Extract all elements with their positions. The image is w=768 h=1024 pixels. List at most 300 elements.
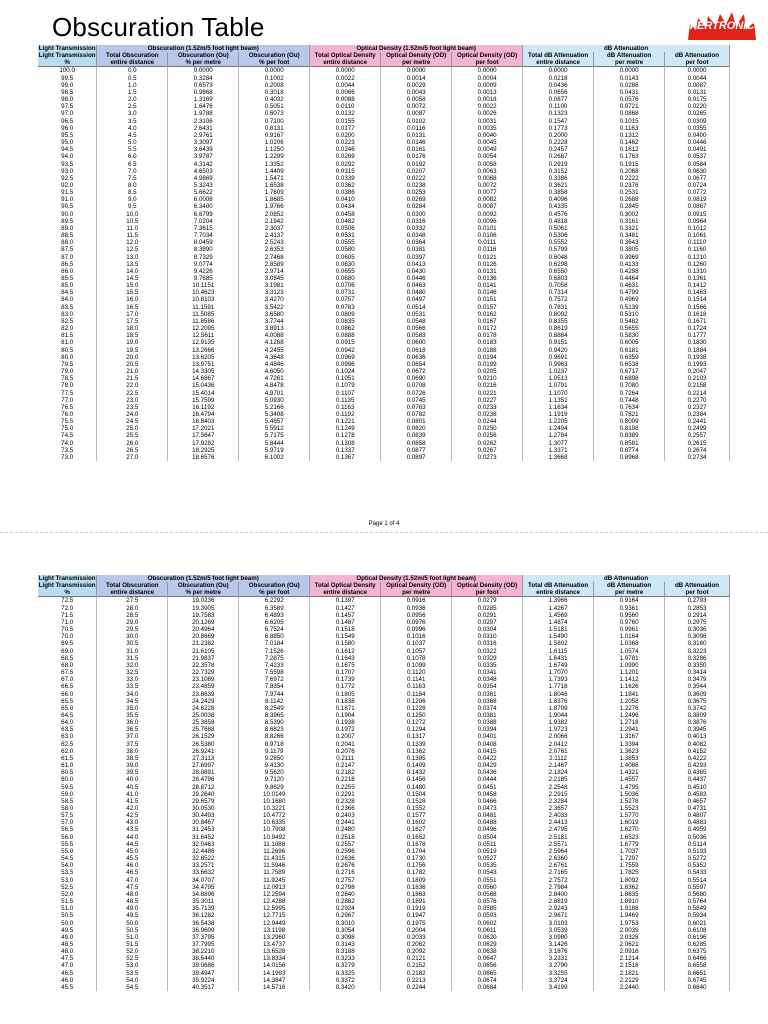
table-cell: 1.7559 xyxy=(594,862,665,869)
table-row xyxy=(38,103,730,110)
table-cell: 0.2924 xyxy=(310,905,381,912)
table-cell: 0.3805 xyxy=(594,246,665,253)
table-cell: 0.0684 xyxy=(452,984,523,991)
table-cell: 0.1163 xyxy=(310,404,381,411)
table-row xyxy=(38,332,730,339)
table-cell: 1.2276 xyxy=(594,705,665,712)
table-cell: 95.5 xyxy=(38,132,97,139)
table-cell: 10.5 xyxy=(97,218,168,225)
table-cell: 28.4796 xyxy=(168,776,239,783)
table-cell: 10.1680 xyxy=(239,798,310,805)
table-cell: 0.1612 xyxy=(310,648,381,655)
table-cell: 0.8131 xyxy=(239,125,310,132)
pertronic-logo xyxy=(686,10,758,42)
table-cell: 97.5 xyxy=(38,103,97,110)
table-cell: 0.4883 xyxy=(665,819,730,826)
table-row xyxy=(38,454,730,461)
table-cell: 11.1088 xyxy=(239,841,310,848)
table-cell: 0.0238 xyxy=(381,182,452,189)
table-cell: 11.8586 xyxy=(168,318,239,325)
table-cell: 35.0 xyxy=(97,705,168,712)
table-cell: 29.6579 xyxy=(168,798,239,805)
table-cell: 0.0585 xyxy=(452,905,523,912)
table-cell: 0.0877 xyxy=(523,96,594,103)
table-cell: 1.1351 xyxy=(523,397,594,404)
table-row xyxy=(38,397,730,404)
table-cell: 2.7468 xyxy=(239,254,310,261)
table-cell: 52.5 xyxy=(38,884,97,891)
table-cell: 81.5 xyxy=(38,332,97,339)
table-cell: 0.6375 xyxy=(665,948,730,955)
table-cell: 2.0852 xyxy=(239,211,310,218)
table-cell: 0.0488 xyxy=(452,819,523,826)
table-cell: 6.4893 xyxy=(239,612,310,619)
table-cell: 12.9135 xyxy=(168,339,239,346)
table-cell: 0.1015 xyxy=(594,118,665,125)
table-cell: 0.0401 xyxy=(452,733,523,740)
table-cell: 45.5 xyxy=(97,855,168,862)
table-cell: 0.1135 xyxy=(310,397,381,404)
table-cell: 0.5272 xyxy=(665,855,730,862)
table-cell: 11.9245 xyxy=(239,877,310,884)
table-cell: 0.0548 xyxy=(381,318,452,325)
table-cell: 15.7599 xyxy=(168,397,239,404)
table-cell: 6.0008 xyxy=(168,196,239,203)
table-cell: 74.5 xyxy=(38,432,97,439)
table-cell: 13.9751 xyxy=(168,361,239,368)
table-cell: 15.0436 xyxy=(168,382,239,389)
column-header-label: entire distance xyxy=(310,59,381,67)
table-cell: 10.0 xyxy=(97,211,168,218)
table-cell: 0.7100 xyxy=(239,118,310,125)
table-cell: 0.2041 xyxy=(310,741,381,748)
table-cell: 1.2718 xyxy=(594,719,665,726)
table-cell: 0.2596 xyxy=(310,848,381,855)
table-cell: 0.0721 xyxy=(594,103,665,110)
table-cell: 40.3517 xyxy=(168,984,239,991)
table-cell: 0.2147 xyxy=(310,762,381,769)
table-cell: 2.3657 xyxy=(523,805,594,812)
table-cell: 0.2327 xyxy=(665,404,730,411)
table-cell: 0.3036 xyxy=(665,626,730,633)
table-cell: 0.0629 xyxy=(452,941,523,948)
table-cell: 0.0504 xyxy=(452,834,523,841)
table-cell: 0.2975 xyxy=(665,619,730,626)
column-header-label: Light Transmission xyxy=(38,52,96,60)
table-cell: 0.7831 xyxy=(523,304,594,311)
table-cell: 69.5 xyxy=(38,640,97,647)
table-cell: 0.0446 xyxy=(381,275,452,282)
column-header-row-2 xyxy=(38,59,730,67)
table-row xyxy=(38,769,730,776)
table-cell: 0.4464 xyxy=(594,275,665,282)
table-row xyxy=(38,339,730,346)
table-cell: 28.8712 xyxy=(168,784,239,791)
table-cell: 1.5036 xyxy=(594,791,665,798)
table-cell: 0.0566 xyxy=(381,325,452,332)
table-cell: 0.0151 xyxy=(452,296,523,303)
table-page-2 xyxy=(38,575,730,991)
table-cell: 8.6823 xyxy=(239,726,310,733)
table-cell: 0.0535 xyxy=(452,862,523,869)
table-cell: 1.2784 xyxy=(523,432,594,439)
table-cell: 2.3106 xyxy=(168,118,239,125)
table-cell: 0.0636 xyxy=(381,354,452,361)
table-cell: 0.0116 xyxy=(381,125,452,132)
column-header-label: Total Optical Density xyxy=(310,582,381,589)
table-cell: 0.1549 xyxy=(310,633,381,640)
table-cell: 13.8334 xyxy=(239,955,310,962)
table-cell: 0.8198 xyxy=(594,425,665,432)
table-cell: 76.5 xyxy=(38,404,97,411)
table-cell: 0.1249 xyxy=(310,425,381,432)
table-cell: 0.4799 xyxy=(594,289,665,296)
table-cell: 7.8354 xyxy=(239,683,310,690)
table-cell: 1.5770 xyxy=(594,812,665,819)
table-cell: 3.6580 xyxy=(239,311,310,318)
column-header-label: per foot xyxy=(665,59,730,67)
table-cell: 91.0 xyxy=(38,196,97,203)
table-cell: 0.0223 xyxy=(310,139,381,146)
table-cell: 30.8467 xyxy=(168,819,239,826)
table-cell: 0.5306 xyxy=(523,232,594,239)
table-cell: 0.1871 xyxy=(310,705,381,712)
table-cell: 0.1707 xyxy=(310,669,381,676)
table-cell: 0.3420 xyxy=(310,984,381,991)
table-cell: 0.2328 xyxy=(310,798,381,805)
table-cell: 0.9167 xyxy=(239,132,310,139)
table-cell: 0.4298 xyxy=(594,268,665,275)
table-row xyxy=(38,984,730,991)
table-cell: 18.6576 xyxy=(168,454,239,461)
table-cell: 10.4623 xyxy=(168,289,239,296)
table-cell: 0.6005 xyxy=(594,339,665,346)
table-cell: 88.0 xyxy=(38,239,97,246)
table-row xyxy=(38,798,730,805)
table-cell: 0.0916 xyxy=(381,597,452,605)
table-cell: 0.0297 xyxy=(452,619,523,626)
table-row xyxy=(38,640,730,647)
table-cell: 5.0930 xyxy=(239,397,310,404)
table-row xyxy=(38,726,730,733)
table-cell: 39.0 xyxy=(97,762,168,769)
table-cell: 27.3113 xyxy=(168,755,239,762)
table-cell: 0.0339 xyxy=(310,175,381,182)
table-cell: 2.9761 xyxy=(168,132,239,139)
table-cell: 0.5514 xyxy=(665,877,730,884)
table-cell: 0.6745 xyxy=(665,977,730,984)
table-cell: 1.6749 xyxy=(523,662,594,669)
table-cell: 0.0291 xyxy=(452,612,523,619)
column-header-label: per metre xyxy=(594,589,665,597)
table-cell: 0.0690 xyxy=(381,375,452,382)
table-row xyxy=(38,877,730,884)
table-cell: 0.3481 xyxy=(594,232,665,239)
table-cell: 84.5 xyxy=(38,289,97,296)
table-cell: 1.7297 xyxy=(594,855,665,862)
table-cell: 1.5490 xyxy=(523,633,594,640)
column-header-label: Total Optical Density xyxy=(310,52,381,59)
table-cell: 0.0706 xyxy=(310,282,381,289)
table-cell: 0.0839 xyxy=(381,432,452,439)
table-cell: 8.0459 xyxy=(168,239,239,246)
table-cell: 0.3286 xyxy=(665,655,730,662)
table-cell: 6.5 xyxy=(97,161,168,168)
table-cell: 0.0783 xyxy=(310,304,381,311)
table-cell: 0.0677 xyxy=(665,175,730,182)
table-cell: 0.5139 xyxy=(594,304,665,311)
table-cell: 27.6997 xyxy=(168,762,239,769)
table-cell: 47.5 xyxy=(38,955,97,962)
table-cell: 0.1938 xyxy=(665,354,730,361)
table-cell: 30.0 xyxy=(97,633,168,640)
table-cell: 2.2440 xyxy=(594,984,665,991)
table-cell: 0.6021 xyxy=(665,920,730,927)
table-cell: 0.0157 xyxy=(452,304,523,311)
table-cell: 0.1339 xyxy=(381,741,452,748)
table-cell: 0.1678 xyxy=(381,841,452,848)
group-header-optical-density: Optical Density (1.52m/5 foot light beam) xyxy=(310,575,523,582)
table-cell: 0.0708 xyxy=(381,382,452,389)
table-cell: 1.7609 xyxy=(239,189,310,196)
table-row xyxy=(38,869,730,876)
table-cell: 21.6105 xyxy=(168,648,239,655)
table-cell: 0.4013 xyxy=(665,733,730,740)
table-cell: 75.0 xyxy=(38,425,97,432)
table-cell: 1.5523 xyxy=(594,805,665,812)
table-cell: 17.2021 xyxy=(168,425,239,432)
table-cell: 51.0 xyxy=(97,934,168,941)
table-cell: 0.5 xyxy=(97,75,168,82)
table-cell: 0.1323 xyxy=(523,110,594,117)
table-cell: 31.2453 xyxy=(168,826,239,833)
table-cell: 46.5 xyxy=(38,970,97,977)
table-cell: 0.0000 xyxy=(594,67,665,75)
table-row xyxy=(38,927,730,934)
column-header-label: Optical Density (OD) xyxy=(381,582,452,589)
table-row xyxy=(38,447,730,454)
table-cell: 0.0413 xyxy=(381,261,452,268)
table-cell: 0.4576 xyxy=(523,211,594,218)
table-cell: 20.5 xyxy=(97,361,168,368)
table-cell: 0.0335 xyxy=(452,662,523,669)
table-cell: 0.0611 xyxy=(452,927,523,934)
table-cell: 0.3876 xyxy=(665,719,730,726)
table-cell: 0.1777 xyxy=(665,332,730,339)
table-cell: 7.5 xyxy=(97,175,168,182)
table-cell: 0.9691 xyxy=(523,354,594,361)
table-cell: 0.4731 xyxy=(665,805,730,812)
table-cell: 34.4795 xyxy=(168,884,239,891)
table-row xyxy=(38,698,730,705)
table-row xyxy=(38,425,730,432)
table-cell: 0.5764 xyxy=(665,898,730,905)
table-cell: 1.2205 xyxy=(523,418,594,425)
table-cell: 0.0354 xyxy=(452,683,523,690)
table-cell: 9.5 xyxy=(97,203,168,210)
table-cell: 0.0329 xyxy=(452,655,523,662)
table-row xyxy=(38,898,730,905)
table-cell: 7.0 xyxy=(97,168,168,175)
table-cell: 0.1210 xyxy=(665,254,730,261)
table-cell: 4.3142 xyxy=(168,161,239,168)
table-cell: 2.0039 xyxy=(594,927,665,934)
table-cell: 0.1016 xyxy=(381,633,452,640)
table-cell: 0.1756 xyxy=(381,862,452,869)
table-cell: 0.0322 xyxy=(452,648,523,655)
table-cell: 47.0 xyxy=(97,877,168,884)
table-cell: 0.2793 xyxy=(665,597,730,605)
table-cell: 14.6867 xyxy=(168,375,239,382)
table-cell: 0.0429 xyxy=(452,762,523,769)
table-cell: 22.5 xyxy=(97,390,168,397)
table-cell: 2.4413 xyxy=(523,819,594,826)
table-cell: 0.0183 xyxy=(452,339,523,346)
table-cell: 1.1201 xyxy=(594,669,665,676)
table-cell: 0.0220 xyxy=(665,103,730,110)
table-cell: 0.2499 xyxy=(665,425,730,432)
column-header-label: entire distance xyxy=(523,589,594,597)
table-cell: 14.3305 xyxy=(168,368,239,375)
table-cell: 0.1643 xyxy=(310,655,381,662)
group-header-row xyxy=(38,575,730,582)
table-cell: 0.1975 xyxy=(381,920,452,927)
table-cell: 0.0348 xyxy=(452,676,523,683)
table-row xyxy=(38,375,730,382)
table-cell: 0.0146 xyxy=(381,139,452,146)
table-cell: 0.2557 xyxy=(665,432,730,439)
table-cell: 0.3018 xyxy=(239,89,310,96)
table-row xyxy=(38,705,730,712)
table-row xyxy=(38,296,730,303)
table-cell: 0.1427 xyxy=(310,605,381,612)
table-cell: 2.1214 xyxy=(594,955,665,962)
table-cell: 2.2185 xyxy=(523,776,594,783)
table-cell: 0.6298 xyxy=(523,261,594,268)
table-cell: 9.4226 xyxy=(168,268,239,275)
table-cell: 89.0 xyxy=(38,225,97,232)
table-cell: 0.0430 xyxy=(381,268,452,275)
table-cell: 61.0 xyxy=(38,762,97,769)
table-cell: 0.0222 xyxy=(381,175,452,182)
table-cell: 0.0560 xyxy=(452,884,523,891)
table-cell: 0.0172 xyxy=(452,325,523,332)
table-cell: 8.3965 xyxy=(239,712,310,719)
table-cell: 0.3161 xyxy=(594,218,665,225)
table-cell: 0.3386 xyxy=(523,175,594,182)
table-cell: 0.1141 xyxy=(381,676,452,683)
table-cell: 67.5 xyxy=(38,669,97,676)
table-cell: 21.9837 xyxy=(168,655,239,662)
table-cell: 0.0496 xyxy=(452,826,523,833)
table-cell: 88.5 xyxy=(38,232,97,239)
table-cell: 0.3809 xyxy=(665,712,730,719)
table-cell: 2.9671 xyxy=(523,912,594,919)
table-cell: 10.9492 xyxy=(239,834,310,841)
table-cell: 0.0537 xyxy=(665,153,730,160)
column-header-row-1 xyxy=(38,582,730,589)
table-cell: 64.5 xyxy=(38,712,97,719)
table-cell: 25.0 xyxy=(97,425,168,432)
table-cell: 71.5 xyxy=(38,612,97,619)
table-cell: 0.0210 xyxy=(452,375,523,382)
table-cell: 0.0964 xyxy=(665,218,730,225)
table-cell: 51.5 xyxy=(97,941,168,948)
table-cell: 0.3188 xyxy=(310,948,381,955)
table-cell: 23.5 xyxy=(97,404,168,411)
page-number: Page 1 of 4 xyxy=(368,521,400,527)
table-cell: 0.0077 xyxy=(452,189,523,196)
table-cell: 44.0 xyxy=(97,834,168,841)
column-header-label: Total dB Attenuation xyxy=(523,52,594,59)
table-cell: 0.1310 xyxy=(665,268,730,275)
table-cell: 73.0 xyxy=(38,454,97,461)
column-header-label: % per metre xyxy=(168,589,239,597)
table-cell: 0.2757 xyxy=(310,877,381,884)
group-header-db: dB Attenuation xyxy=(523,45,730,52)
table-cell: 0.5849 xyxy=(665,905,730,912)
table-cell: 25.5 xyxy=(97,432,168,439)
table-cell: 0.1919 xyxy=(381,905,452,912)
table-cell: 29.0 xyxy=(97,619,168,626)
table-row xyxy=(38,934,730,941)
table-cell: 0.0801 xyxy=(381,418,452,425)
table-cell: 0.4096 xyxy=(523,196,594,203)
table-cell: 0.1163 xyxy=(381,683,452,690)
table-cell: 12.2095 xyxy=(168,325,239,332)
table-cell: 0.1367 xyxy=(310,454,381,461)
table-row xyxy=(38,905,730,912)
table-cell: 0.5655 xyxy=(594,325,665,332)
table-cell: 0.1838 xyxy=(310,698,381,705)
table-cell: 33.5 xyxy=(97,683,168,690)
table-cell: 0.3054 xyxy=(310,927,381,934)
table-cell: 52.0 xyxy=(38,891,97,898)
column-header-label: dB Attenuation xyxy=(594,582,665,589)
table-cell: 0.1627 xyxy=(381,826,452,833)
table-row xyxy=(38,605,730,612)
table-cell: 0.0680 xyxy=(310,275,381,282)
table-cell: 0.2008 xyxy=(239,82,310,89)
table-row xyxy=(38,662,730,669)
table-cell: 11.2696 xyxy=(239,848,310,855)
table-cell: 0.8968 xyxy=(594,454,665,461)
table-cell: 43.0 xyxy=(97,819,168,826)
table-cell: 2.1824 xyxy=(523,769,594,776)
table-cell: 85.0 xyxy=(38,282,97,289)
table-cell: 0.0316 xyxy=(452,640,523,647)
column-header-label: entire distance xyxy=(97,59,168,67)
table-cell: 8.8266 xyxy=(239,733,310,740)
table-cell: 0.1972 xyxy=(310,726,381,733)
table-cell: 0.0341 xyxy=(452,669,523,676)
table-cell: 14.0 xyxy=(97,268,168,275)
table-cell: 12.9449 xyxy=(239,920,310,927)
group-header-light: Light Transmission xyxy=(38,45,96,52)
table-cell: 49.0 xyxy=(97,905,168,912)
table-cell: 0.0583 xyxy=(381,332,452,339)
table-cell: 12.5995 xyxy=(239,905,310,912)
table-cell: 65.5 xyxy=(38,698,97,705)
table-cell: 38.6440 xyxy=(168,955,239,962)
table-row xyxy=(38,311,730,318)
table-cell: 0.0116 xyxy=(452,246,523,253)
table-cell: 20.0 xyxy=(97,354,168,361)
table-row xyxy=(38,762,730,769)
table-cell: 2.6360 xyxy=(523,855,594,862)
table-cell: 0.1704 xyxy=(381,848,452,855)
table-cell: 0.2004 xyxy=(381,927,452,934)
